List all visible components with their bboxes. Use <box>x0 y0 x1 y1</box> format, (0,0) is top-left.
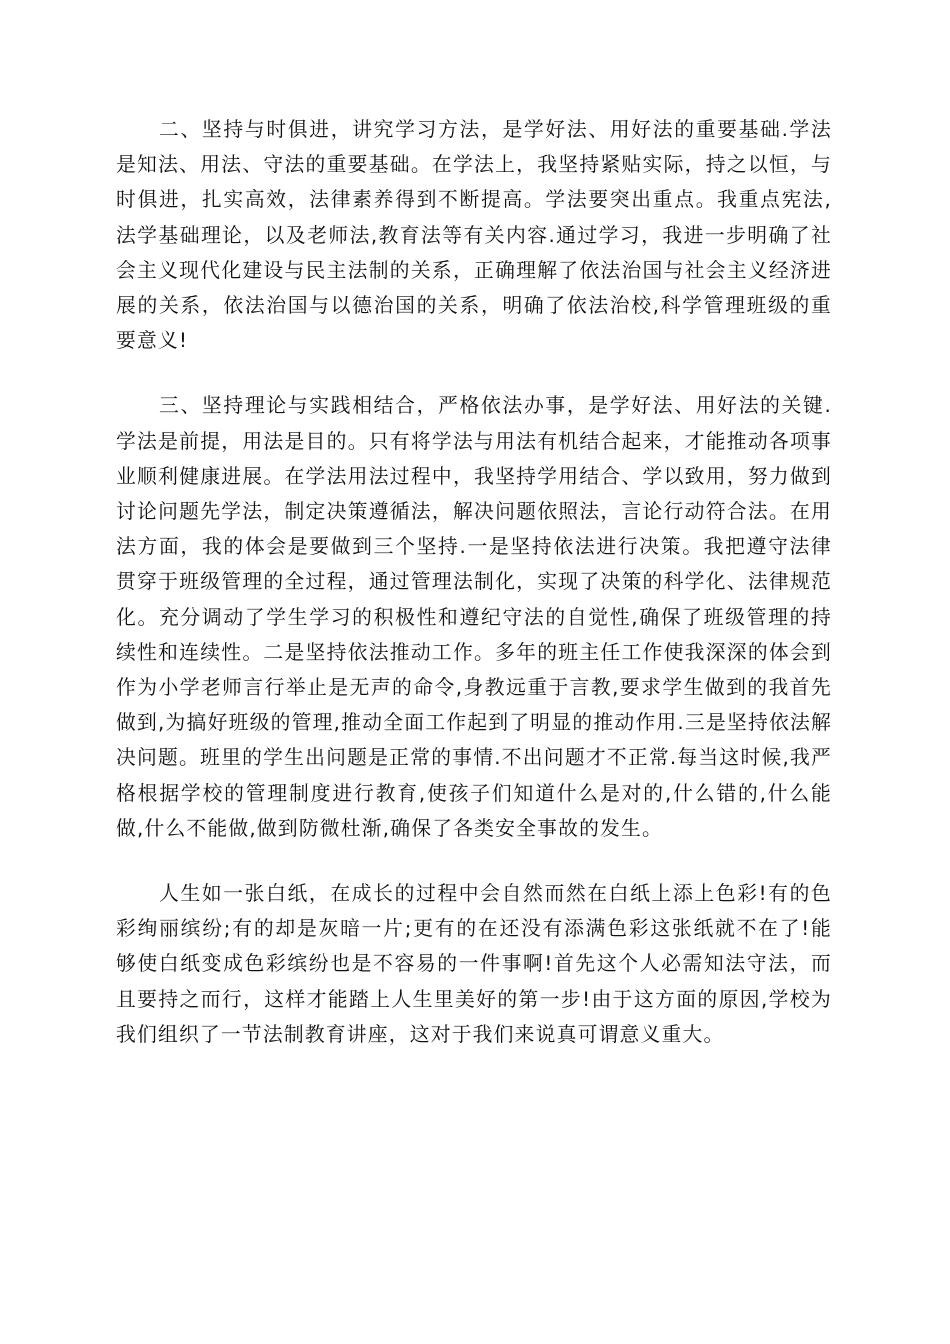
paragraph-theory-practice: 三、坚持理论与实践相结合，严格依法办事，是学好法、用好法的关键.学法是前提，用法是目的。只有将学法与用法有机结合起来，才能推动各项事业顺利健康进展。在学法用法过程中，我坚持学用结合、学以致用，努力做到讨论问题先学法，制定决策遵循法，解决问题依照法，言论行动符合法。在用法方面，我的体会是要做到三个坚持.一是坚持依法进行决策。我把遵守法律贯穿于班级管理的全过程，通过管理法制化，实现了决策的科学化、法律规范化。充分调动了学生学习的积极性和遵纪守法的自觉性,确保了班级管理的持续性和连续性。二是坚持依法推动工作。多年的班主任工作使我深深的体会到作为小学老师言行举止是无声的命令,身教远重于言教,要求学生做到的我首先做到,为搞好班级的管理,推动全面工作起到了明显的推动作用.三是坚持依法解决问题。班里的学生出问题是正常的事情.不出问题才不正常.每当这时候,我严格根据学校的管理制度进行教育,使孩子们知道什么是对的,什么错的,什么能做,什么不能做,做到防微杜渐,确保了各类安全事故的发生。 <box>116 394 832 840</box>
paragraph-study-methods: 二、坚持与时俱进，讲究学习方法，是学好法、用好法的重要基础.学法是知法、用法、守法的重要基础。在学法上，我坚持紧贴实际，持之以恒，与时俱进，扎实高效，法律素养得到不断提高。学法要突出重点。我重点宪法,法学基础理论，以及老师法,教育法等有关内容.通过学习，我进一步明确了社会主义现代化建设与民主法制的关系，正确理解了依法治国与社会主义经济进展的关系，依法治国与以德治国的关系，明确了依法治校,科学管理班级的重要意义! <box>116 118 832 353</box>
document-body <box>116 112 832 1082</box>
paragraph-life-white-paper: 人生如一张白纸，在成长的过程中会自然而然在白纸上添上色彩!有的色彩绚丽缤纷;有的却是灰暗一片;更有的在还没有添满色彩这张纸就不在了!能够使白纸变成色彩缤纷也是不容易的一件事啊!首先这个人必需知法守法，而且要持之而行，这样才能踏上人生里美好的第一步!由于这方面的原因,学校为我们组织了一节法制教育讲座，这对于我们来说真可谓意义重大。 <box>116 882 832 1046</box>
